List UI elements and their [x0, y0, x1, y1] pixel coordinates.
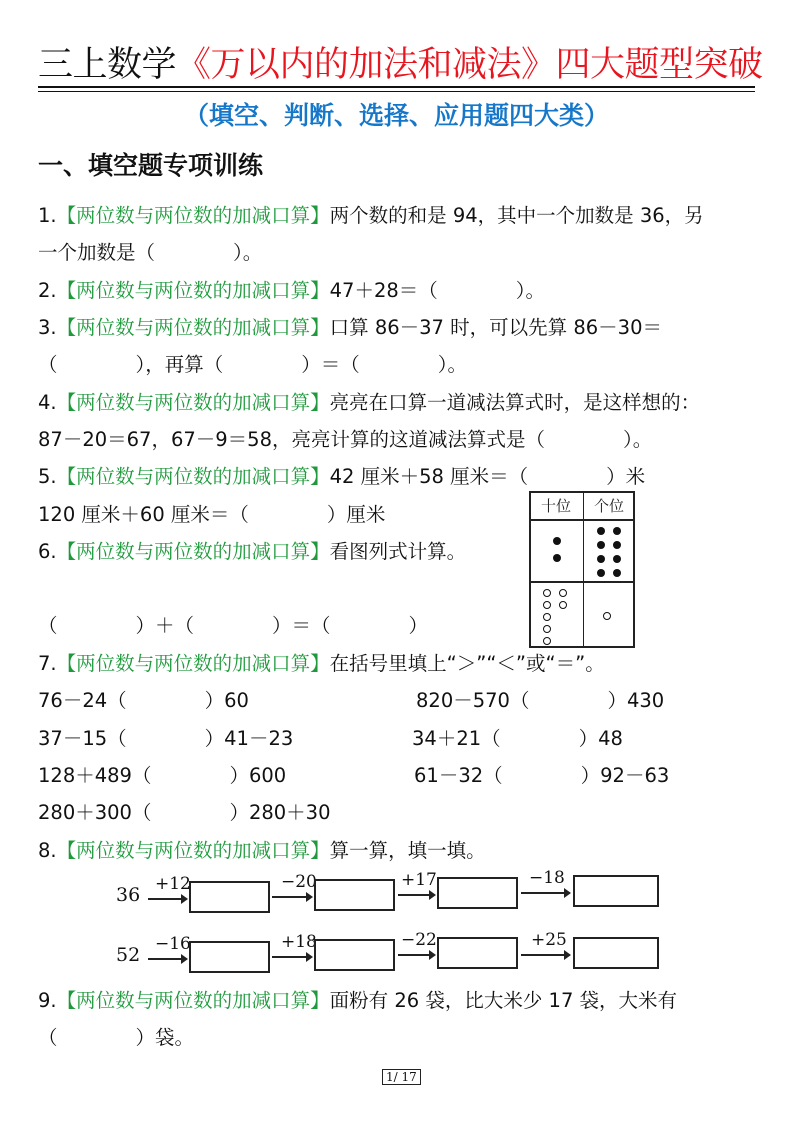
question-number: 2. — [38, 279, 57, 302]
chain-operation: +18 — [281, 932, 317, 952]
question-number: 1. — [38, 204, 57, 227]
hollow-dot — [559, 601, 567, 609]
answer-box — [314, 939, 395, 971]
title-underline-thin — [38, 91, 755, 92]
question-text: 两个数的和是 94，其中一个加数是 36，另 — [329, 204, 704, 227]
question-4 — [38, 388, 700, 418]
question-text: 看图列式计算。 — [329, 540, 467, 563]
compare-item: 37－15（ ）41－23 — [38, 727, 294, 750]
question-text: 面粉有 26 袋，比大米少 17 袋，大米有 — [329, 989, 678, 1012]
question-3 — [38, 313, 662, 343]
answer-box — [189, 881, 270, 913]
filled-dot — [597, 541, 605, 549]
hollow-dot — [543, 613, 551, 621]
question-number: 9. — [38, 989, 57, 1012]
answer-box — [573, 937, 659, 969]
arrow — [521, 892, 565, 894]
answer-box — [189, 941, 270, 973]
question-number: 4. — [38, 391, 57, 414]
subtitle: （填空、判断、选择、应用题四大类） — [183, 101, 609, 130]
hollow-dot — [543, 601, 551, 609]
page-number: 1/ 17 — [382, 1069, 421, 1085]
question-1-continued: 一个加数是（ ）。 — [38, 241, 263, 264]
hollow-dot — [603, 612, 611, 620]
filled-dot — [597, 569, 605, 577]
chain-operation: −18 — [529, 868, 565, 888]
chain-operation: +17 — [401, 870, 437, 890]
answer-box — [573, 875, 659, 907]
question-tag: 【两位数与两位数的加减口算】 — [56, 391, 330, 414]
tens-header: 十位 — [540, 497, 571, 515]
answer-box — [437, 877, 518, 909]
question-number: 3. — [38, 316, 57, 339]
chain-start-number: 36 — [116, 884, 141, 906]
compare-item: 76－24（ ）60 — [38, 689, 249, 712]
filled-dot — [613, 527, 621, 535]
hollow-dot — [543, 637, 551, 645]
arrow — [272, 956, 307, 958]
question-2 — [38, 276, 545, 306]
hollow-dot — [543, 625, 551, 633]
chain-start-number: 52 — [116, 944, 141, 966]
question-text: 42 厘米＋58 厘米＝（ ）米 — [329, 465, 646, 488]
answer-box — [314, 879, 395, 911]
chart-row-divider — [531, 581, 633, 583]
title-grade: 三上数学 — [38, 45, 177, 85]
question-tag: 【两位数与两位数的加减口算】 — [56, 279, 330, 302]
filled-dot — [597, 555, 605, 563]
filled-dot — [613, 555, 621, 563]
question-tag: 【两位数与两位数的加减口算】 — [56, 204, 330, 227]
question-1 — [38, 201, 704, 231]
question-text: 47＋28＝（ ）。 — [329, 279, 546, 302]
question-text: 口算 86－37 时，可以先算 86－30＝ — [329, 316, 662, 339]
chain-operation: −16 — [155, 934, 191, 954]
question-9-continued: （ ）袋。 — [38, 1026, 195, 1049]
question-tag: 【两位数与两位数的加减口算】 — [56, 652, 330, 675]
compare-item: 34＋21（ ）48 — [412, 727, 623, 750]
chain-operation: +12 — [155, 874, 191, 894]
question-tag: 【两位数与两位数的加减口算】 — [56, 540, 330, 563]
question-number: 7. — [38, 652, 57, 675]
question-tag: 【两位数与两位数的加减口算】 — [56, 465, 330, 488]
compare-item: 820－570（ ）430 — [416, 689, 665, 712]
hollow-dot — [543, 589, 551, 597]
title-underline-thick — [38, 86, 755, 88]
question-9 — [38, 986, 677, 1016]
question-number: 8. — [38, 839, 57, 862]
question-text: 算一算，填一填。 — [329, 839, 486, 862]
question-number: 6. — [38, 540, 57, 563]
ones-header: 个位 — [593, 497, 624, 515]
hollow-dot — [559, 589, 567, 597]
place-value-chart — [529, 491, 635, 648]
arrow — [521, 954, 565, 956]
chain-operation: +25 — [531, 930, 567, 950]
question-4-continued: 87－20＝67，67－9＝58，亮亮计算的这道减法算式是（ ）。 — [38, 428, 653, 451]
question-8 — [38, 836, 486, 866]
arrow — [148, 898, 182, 900]
chain-operation: −22 — [401, 930, 437, 950]
question-3-continued: （ ），再算（ ）＝（ ）。 — [38, 353, 468, 376]
title-topic: 《万以内的加法和减法》四大题型突破 — [176, 45, 763, 85]
question-7 — [38, 649, 605, 679]
question-tag: 【两位数与两位数的加减口算】 — [56, 839, 330, 862]
question-tag: 【两位数与两位数的加减口算】 — [56, 316, 330, 339]
filled-dot — [613, 541, 621, 549]
arrow — [272, 896, 307, 898]
section-heading: 一、填空题专项训练 — [38, 151, 264, 180]
filled-dot — [597, 527, 605, 535]
filled-dot — [613, 569, 621, 577]
compare-item: 61－32（ ）92－63 — [414, 764, 670, 787]
arrow — [398, 954, 430, 956]
filled-dot — [553, 554, 561, 562]
question-5-continued: 120 厘米＋60 厘米＝（ ）厘米 — [38, 503, 386, 526]
arrow — [148, 958, 182, 960]
question-5 — [38, 462, 645, 492]
page-title — [38, 40, 763, 90]
question-tag: 【两位数与两位数的加减口算】 — [56, 989, 330, 1012]
question-6 — [38, 537, 466, 567]
question-text: 亮亮在口算一道减法算式时，是这样想的： — [329, 391, 701, 414]
question-text: 在括号里填上“＞”“＜”或“＝”。 — [329, 652, 605, 675]
filled-dot — [553, 537, 561, 545]
arrow — [398, 894, 430, 896]
chain-operation: −20 — [281, 872, 317, 892]
question-number: 5. — [38, 465, 57, 488]
question-6-continued: （ ）＋（ ）＝（ ） — [38, 614, 429, 637]
answer-box — [437, 937, 518, 969]
chart-header-divider — [531, 519, 633, 521]
compare-item: 128＋489（ ）600 — [38, 764, 287, 787]
compare-item: 280＋300（ ）280＋30 — [38, 801, 331, 824]
